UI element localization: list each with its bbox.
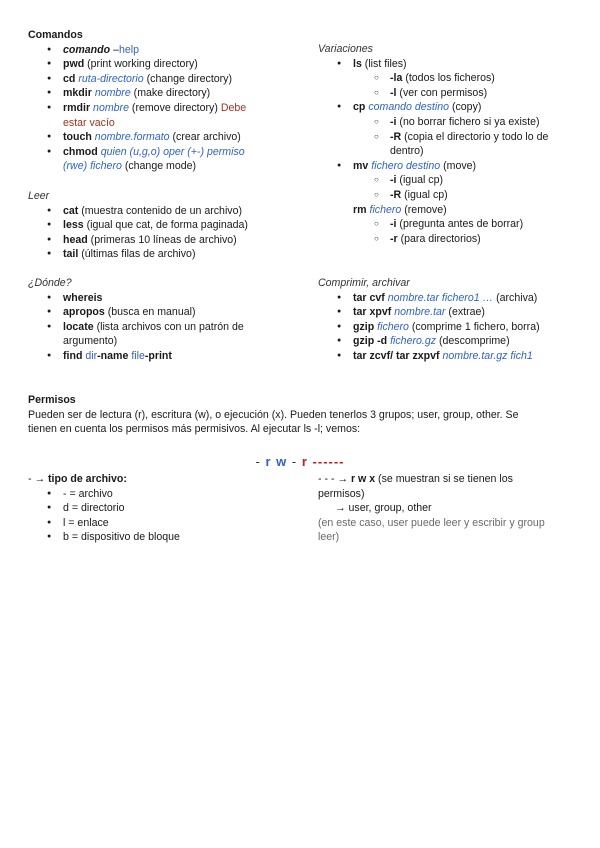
comandos-list — [28, 43, 298, 174]
list-item: ● cp comando destino (copy) — [318, 100, 588, 115]
variaciones-title: Variaciones — [318, 43, 373, 55]
leer-title: Leer — [28, 190, 50, 202]
list-item: ○ -la (todos los ficheros) — [318, 71, 588, 86]
rwx-heading-cont: permisos) — [318, 487, 365, 500]
list-item: ● touch nombre.formato (crear archivo) — [28, 130, 298, 145]
permisos-title: Permisos — [28, 394, 76, 406]
comandos-title: Comandos — [28, 29, 83, 41]
list-item: ● chmod quien (u,g,o) oper (+-) permiso (rwe) fichero (change mode) — [28, 145, 298, 174]
list-item: ● l = enlace — [28, 516, 308, 531]
tipo-archivo-heading: - → tipo de archivo: — [28, 473, 127, 485]
list-item: ○ -R (copia el directorio y todo lo de dentro) — [318, 130, 588, 159]
list-item: ● comando –help — [28, 43, 298, 58]
list-item: ● ls (list files) — [318, 57, 588, 72]
comprimir-section — [318, 276, 593, 364]
list-item: ○ -r (para directorios) — [318, 232, 588, 247]
list-item: ● head (primeras 10 líneas de archivo) — [28, 233, 298, 248]
list-item: ● tar cvf nombre.tar fichero1 … (archiva) — [318, 291, 593, 306]
note-line-2: leer) — [318, 531, 340, 544]
comprimir-list — [318, 291, 593, 364]
permisos-right-block — [318, 472, 588, 545]
donde-list — [28, 291, 298, 364]
list-item: ● gzip fichero (comprime 1 fichero, borra) — [318, 320, 593, 335]
groups-line: → user, group, other — [335, 502, 432, 515]
permisos-paragraph-line-1: Pueden ser de lectura (r), escritura (w), o ejecución (x). Pueden tenerlos 3 grupos; user, group, other. Se — [28, 408, 519, 421]
permisos-section — [28, 393, 588, 437]
donde-section — [28, 276, 298, 364]
list-item: ● cd ruta-directorio (change directory) — [28, 72, 298, 87]
list-item: ● tail (últimas filas de archivo) — [28, 247, 298, 262]
rwx-heading: - - - → r w x (se muestran si se tienen los — [318, 473, 513, 485]
variaciones-list — [318, 57, 588, 247]
leer-section — [28, 189, 298, 262]
list-item: ● cat (muestra contenido de un archivo) — [28, 204, 298, 219]
list-item: ● rmdir nombre (remove directory) Debe estar vacío — [28, 101, 298, 130]
donde-title: ¿Dónde? — [28, 277, 72, 289]
list-item: ○ -i (igual cp) — [318, 173, 588, 188]
list-item: ● find dir-name file-print — [28, 349, 298, 364]
list-item: ● tar zcvf/ tar zxpvf nombre.tar.gz fich1 — [318, 349, 593, 364]
permisos-paragraph-line-2: tienen en cuenta los permisos más permisivos. Al ejecutar ls -l; vemos: — [28, 423, 361, 436]
list-item: ● less (igual que cat, de forma paginada) — [28, 218, 298, 233]
permission-string: - r w - r ------ — [255, 454, 345, 469]
list-item: ● mkdir nombre (make directory) — [28, 86, 298, 101]
list-item: ● whereis — [28, 291, 298, 306]
list-item: ● gzip -d fichero.gz (descomprime) — [318, 334, 593, 349]
list-item: rm fichero (remove) — [353, 203, 447, 216]
tipo-archivo-list — [28, 487, 308, 545]
permisos-left-block — [28, 472, 308, 545]
leer-list — [28, 204, 298, 262]
list-item: ● apropos (busca en manual) — [28, 305, 298, 320]
variaciones-section — [318, 42, 588, 246]
list-item: ○ -i (pregunta antes de borrar) — [318, 217, 588, 232]
list-item: ● b = dispositivo de bloque — [28, 530, 308, 545]
list-item: ● locate (lista archivos con un patrón de argumento) — [28, 320, 298, 349]
list-item: ● tar xpvf nombre.tar (extrae) — [318, 305, 593, 320]
list-item: ○ -i (no borrar fichero si ya existe) — [318, 115, 588, 130]
comprimir-title: Comprimir, archivar — [318, 277, 410, 289]
note-line-1: (en este caso, user puede leer y escribir y group — [318, 516, 545, 529]
list-item: ● - = archivo — [28, 487, 308, 502]
list-item: ○ -R (igual cp) — [318, 188, 588, 203]
list-item: ● mv fichero destino (move) — [318, 159, 588, 174]
list-item: ● d = directorio — [28, 501, 308, 516]
comandos-section — [28, 28, 298, 174]
list-item: ○ -l (ver con permisos) — [318, 86, 588, 101]
list-item: ● pwd (print working directory) — [28, 57, 298, 72]
